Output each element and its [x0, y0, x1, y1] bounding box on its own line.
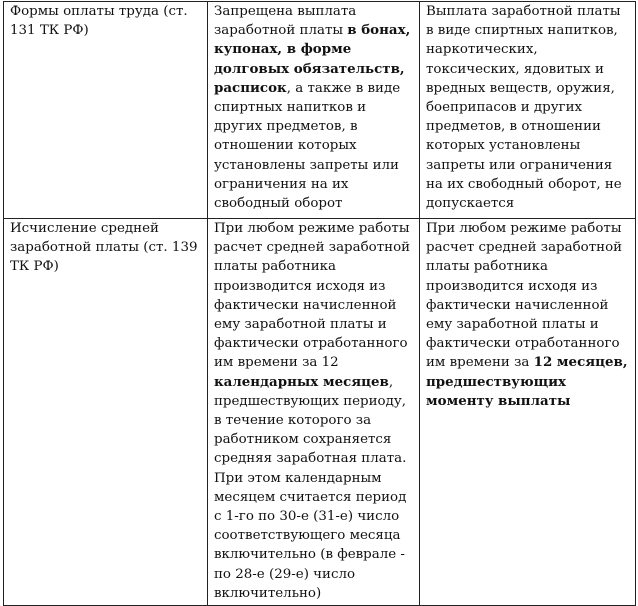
bold-text-segment: в бонах, купонах, в форме долговых обязательств, расписок	[214, 22, 411, 96]
text-segment: Выплата заработной платы в виде спиртных напитков, наркотических, токсических, ядовитых и вредных веществ, оружия, боеприпасов и других предметов, в отношении которых установлены запреты или ограничения на их свободный оборот, не допускается	[426, 4, 622, 212]
table-row	[4, 2, 636, 219]
row-label-cell	[4, 219, 208, 606]
row-label: Исчисление средней заработной платы (ст. 139 ТК РФ)	[10, 221, 198, 275]
old-wording-text	[214, 219, 415, 603]
row-label-cell	[4, 2, 208, 219]
comparison-table	[3, 1, 636, 606]
old-wording-cell	[208, 2, 420, 219]
row-label: Формы оплаты труда (ст. 131 ТК РФ)	[10, 4, 188, 39]
text-segment: При любом режиме работы расчет средней заработной платы работника производится исходя из фактически начисленной ему заработной платы и фактически отработанного им времени за 12	[214, 221, 411, 371]
bold-text-segment: календарных месяцев	[214, 373, 389, 390]
text-segment: Запрещена выплата заработной платы	[214, 4, 357, 39]
new-wording-cell	[420, 2, 636, 219]
table-row	[4, 219, 636, 606]
old-wording-text	[214, 2, 415, 213]
new-wording-text	[426, 219, 631, 411]
text-segment: При любом режиме работы расчет средней заработной платы работника производится исходя из фактически начисленной ему заработной платы и фактически отработанного им времени за	[426, 221, 623, 371]
old-wording-cell	[208, 219, 420, 606]
bold-text-segment: 12 месяцев, предшествующих моменту выплаты	[426, 354, 628, 409]
new-wording-text	[426, 2, 631, 213]
text-segment: , предшествующих периоду, в течение которого за работником сохраняется средняя заработная плата. При этом календарным месяцем считается период с 1-го по 30-е (31-е) число соответствующего месяца включительно (в феврале - по 28-е (29-е) число включительно)	[214, 374, 407, 601]
new-wording-cell	[420, 219, 636, 606]
text-segment: , а также в виде спиртных напитков и других предметов, в отношении которых установлены запреты или ограничения на их свободный оборот	[214, 80, 401, 212]
